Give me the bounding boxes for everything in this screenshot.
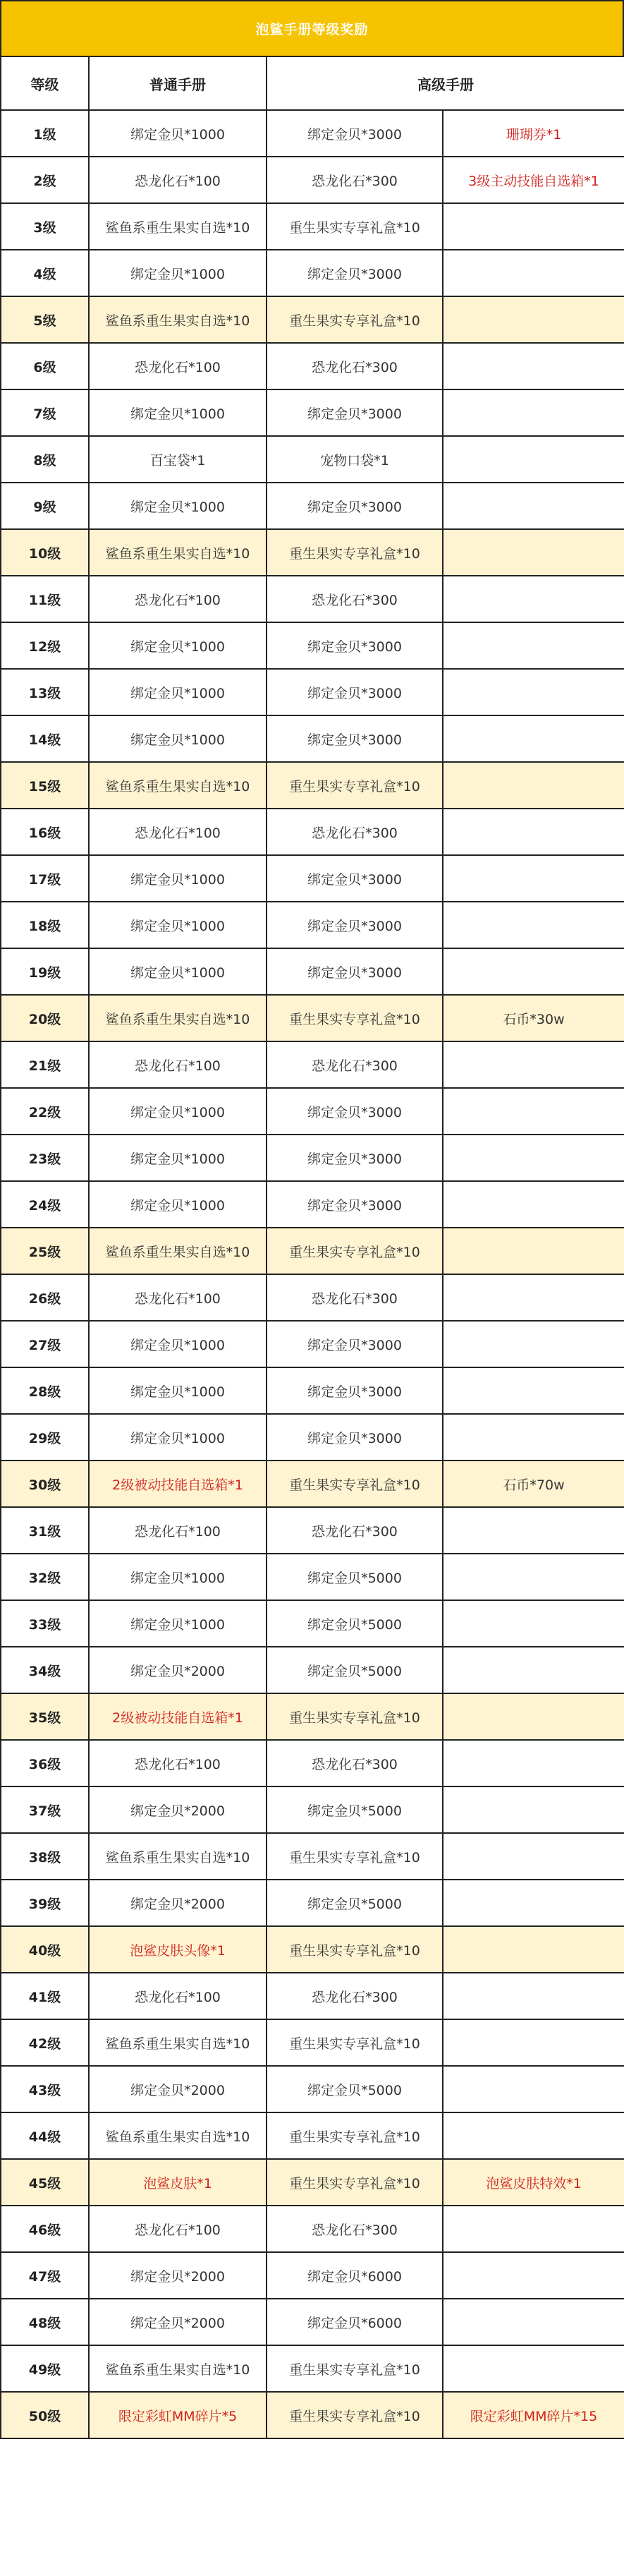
table-row (1, 2159, 624, 2206)
advanced-reward-cell: 恐龙化石*300 (267, 1973, 443, 2019)
advanced-reward-cell: 重生果实专享礼盒*10 (267, 1228, 443, 1274)
advanced-extra-reward-cell (443, 948, 624, 995)
page-title: 泡鲨手册等级奖励 (0, 0, 624, 56)
normal-reward-cell: 百宝袋*1 (89, 436, 267, 483)
advanced-extra-reward-cell (443, 1228, 624, 1274)
advanced-extra-reward-cell (443, 1740, 624, 1786)
table-row (1, 1041, 624, 1088)
advanced-reward-cell: 绑定金贝*3000 (267, 1321, 443, 1367)
table-row (1, 1554, 624, 1600)
table-row (1, 483, 624, 529)
advanced-reward-cell: 绑定金贝*3000 (267, 250, 443, 296)
advanced-reward-cell: 绑定金贝*3000 (267, 669, 443, 715)
table-row (1, 809, 624, 855)
advanced-extra-reward-cell (443, 715, 624, 762)
level-cell: 40级 (1, 1926, 89, 1973)
table-row (1, 2252, 624, 2299)
advanced-extra-reward-cell: 珊瑚券*1 (443, 110, 624, 157)
advanced-extra-reward-cell: 泡鲨皮肤特效*1 (443, 2159, 624, 2206)
advanced-extra-reward-cell (443, 1833, 624, 1880)
level-cell: 39级 (1, 1880, 89, 1926)
normal-reward-cell: 鲨鱼系重生果实自选*10 (89, 203, 267, 250)
advanced-reward-cell: 重生果实专享礼盒*10 (267, 1461, 443, 1507)
level-cell: 2级 (1, 157, 89, 203)
table-row (1, 529, 624, 576)
advanced-extra-reward-cell (443, 902, 624, 948)
level-cell: 38级 (1, 1833, 89, 1880)
table-row (1, 948, 624, 995)
advanced-reward-cell: 绑定金贝*5000 (267, 2066, 443, 2112)
advanced-reward-cell: 重生果实专享礼盒*10 (267, 529, 443, 576)
normal-reward-cell: 泡鲨皮肤*1 (89, 2159, 267, 2206)
advanced-extra-reward-cell (443, 2206, 624, 2252)
advanced-reward-cell: 重生果实专享礼盒*10 (267, 2019, 443, 2066)
advanced-reward-cell: 恐龙化石*300 (267, 2206, 443, 2252)
table-row (1, 2392, 624, 2438)
advanced-reward-cell: 绑定金贝*6000 (267, 2299, 443, 2345)
normal-reward-cell: 恐龙化石*100 (89, 1041, 267, 1088)
header-level: 等级 (1, 56, 89, 110)
advanced-extra-reward-cell (443, 2019, 624, 2066)
advanced-reward-cell: 绑定金贝*3000 (267, 483, 443, 529)
advanced-extra-reward-cell (443, 389, 624, 436)
level-cell: 32级 (1, 1554, 89, 1600)
level-cell: 20级 (1, 995, 89, 1041)
advanced-extra-reward-cell (443, 343, 624, 389)
level-cell: 27级 (1, 1321, 89, 1367)
advanced-reward-cell: 绑定金贝*5000 (267, 1647, 443, 1693)
advanced-reward-cell: 绑定金贝*3000 (267, 389, 443, 436)
normal-reward-cell: 绑定金贝*1000 (89, 1088, 267, 1135)
normal-reward-cell: 绑定金贝*2000 (89, 1647, 267, 1693)
level-cell: 11级 (1, 576, 89, 622)
advanced-reward-cell: 绑定金贝*3000 (267, 1088, 443, 1135)
table-row (1, 2112, 624, 2159)
advanced-extra-reward-cell (443, 1367, 624, 1414)
advanced-reward-cell: 恐龙化石*300 (267, 157, 443, 203)
advanced-reward-cell: 绑定金贝*3000 (267, 110, 443, 157)
normal-reward-cell: 鲨鱼系重生果实自选*10 (89, 2345, 267, 2392)
normal-reward-cell: 鲨鱼系重生果实自选*10 (89, 2019, 267, 2066)
advanced-reward-cell: 绑定金贝*3000 (267, 1367, 443, 1414)
advanced-extra-reward-cell: 石币*30w (443, 995, 624, 1041)
table-row (1, 576, 624, 622)
advanced-reward-cell: 恐龙化石*300 (267, 1740, 443, 1786)
normal-reward-cell: 鲨鱼系重生果实自选*10 (89, 995, 267, 1041)
table-row (1, 995, 624, 1041)
level-cell: 15级 (1, 762, 89, 809)
advanced-reward-cell: 绑定金贝*6000 (267, 2252, 443, 2299)
normal-reward-cell: 恐龙化石*100 (89, 2206, 267, 2252)
normal-reward-cell: 绑定金贝*1000 (89, 483, 267, 529)
table-row (1, 110, 624, 157)
normal-reward-cell: 恐龙化石*100 (89, 1274, 267, 1321)
level-cell: 5级 (1, 296, 89, 343)
advanced-extra-reward-cell (443, 1880, 624, 1926)
advanced-extra-reward-cell (443, 1414, 624, 1461)
table-row (1, 343, 624, 389)
advanced-extra-reward-cell (443, 622, 624, 669)
level-cell: 30级 (1, 1461, 89, 1507)
level-cell: 6级 (1, 343, 89, 389)
normal-reward-cell: 绑定金贝*1000 (89, 1181, 267, 1228)
table-row (1, 1088, 624, 1135)
normal-reward-cell: 绑定金贝*1000 (89, 1414, 267, 1461)
level-cell: 35级 (1, 1693, 89, 1740)
level-cell: 45级 (1, 2159, 89, 2206)
level-cell: 26级 (1, 1274, 89, 1321)
normal-reward-cell: 绑定金贝*1000 (89, 110, 267, 157)
normal-reward-cell: 绑定金贝*1000 (89, 389, 267, 436)
advanced-extra-reward-cell (443, 855, 624, 902)
normal-reward-cell: 绑定金贝*1000 (89, 1135, 267, 1181)
level-cell: 36级 (1, 1740, 89, 1786)
normal-reward-cell: 恐龙化石*100 (89, 1507, 267, 1554)
advanced-extra-reward-cell (443, 1135, 624, 1181)
advanced-extra-reward-cell: 石币*70w (443, 1461, 624, 1507)
advanced-extra-reward-cell (443, 1321, 624, 1367)
advanced-extra-reward-cell (443, 809, 624, 855)
advanced-extra-reward-cell (443, 1554, 624, 1600)
table-row (1, 1973, 624, 2019)
level-cell: 31级 (1, 1507, 89, 1554)
advanced-reward-cell: 重生果实专享礼盒*10 (267, 1693, 443, 1740)
advanced-reward-cell: 恐龙化石*300 (267, 576, 443, 622)
advanced-reward-cell: 恐龙化石*300 (267, 1274, 443, 1321)
table-row (1, 902, 624, 948)
level-cell: 22级 (1, 1088, 89, 1135)
normal-reward-cell: 鲨鱼系重生果实自选*10 (89, 1228, 267, 1274)
advanced-reward-cell: 绑定金贝*3000 (267, 948, 443, 995)
normal-reward-cell: 绑定金贝*2000 (89, 2066, 267, 2112)
table-row (1, 669, 624, 715)
table-row (1, 250, 624, 296)
normal-reward-cell: 绑定金贝*1000 (89, 1600, 267, 1647)
header-normal-manual: 普通手册 (89, 56, 267, 110)
advanced-extra-reward-cell (443, 1181, 624, 1228)
table-row (1, 1135, 624, 1181)
level-cell: 24级 (1, 1181, 89, 1228)
advanced-extra-reward-cell (443, 529, 624, 576)
normal-reward-cell: 恐龙化石*100 (89, 1973, 267, 2019)
normal-reward-cell: 恐龙化石*100 (89, 809, 267, 855)
level-cell: 34级 (1, 1647, 89, 1693)
level-cell: 29级 (1, 1414, 89, 1461)
advanced-extra-reward-cell (443, 1693, 624, 1740)
advanced-reward-cell: 重生果实专享礼盒*10 (267, 203, 443, 250)
level-cell: 4级 (1, 250, 89, 296)
table-row (1, 1274, 624, 1321)
normal-reward-cell: 泡鲨皮肤头像*1 (89, 1926, 267, 1973)
level-cell: 46级 (1, 2206, 89, 2252)
advanced-reward-cell: 绑定金贝*3000 (267, 1414, 443, 1461)
table-row (1, 1880, 624, 1926)
level-cell: 13级 (1, 669, 89, 715)
advanced-reward-cell: 重生果实专享礼盒*10 (267, 2345, 443, 2392)
normal-reward-cell: 鲨鱼系重生果实自选*10 (89, 762, 267, 809)
advanced-reward-cell: 绑定金贝*3000 (267, 855, 443, 902)
table-row (1, 855, 624, 902)
table-row (1, 1693, 624, 1740)
table-row (1, 389, 624, 436)
table-row (1, 1786, 624, 1833)
level-cell: 7级 (1, 389, 89, 436)
table-row (1, 1507, 624, 1554)
advanced-reward-cell: 恐龙化石*300 (267, 1507, 443, 1554)
advanced-reward-cell: 绑定金贝*3000 (267, 1135, 443, 1181)
normal-reward-cell: 绑定金贝*1000 (89, 669, 267, 715)
normal-reward-cell: 鲨鱼系重生果实自选*10 (89, 2112, 267, 2159)
advanced-extra-reward-cell (443, 1600, 624, 1647)
table-row (1, 203, 624, 250)
table-header-row (1, 56, 624, 110)
normal-reward-cell: 绑定金贝*1000 (89, 622, 267, 669)
table-row (1, 2019, 624, 2066)
advanced-reward-cell: 绑定金贝*5000 (267, 1786, 443, 1833)
table-row (1, 1228, 624, 1274)
normal-reward-cell: 绑定金贝*1000 (89, 1367, 267, 1414)
advanced-extra-reward-cell (443, 2112, 624, 2159)
advanced-extra-reward-cell (443, 1041, 624, 1088)
table-row (1, 1647, 624, 1693)
advanced-extra-reward-cell (443, 1647, 624, 1693)
table-row (1, 1600, 624, 1647)
normal-reward-cell: 鲨鱼系重生果实自选*10 (89, 529, 267, 576)
advanced-extra-reward-cell (443, 1926, 624, 1973)
normal-reward-cell: 恐龙化石*100 (89, 157, 267, 203)
advanced-extra-reward-cell (443, 669, 624, 715)
advanced-extra-reward-cell (443, 1507, 624, 1554)
table-row (1, 2299, 624, 2345)
level-cell: 12级 (1, 622, 89, 669)
advanced-reward-cell: 绑定金贝*5000 (267, 1880, 443, 1926)
advanced-reward-cell: 重生果实专享礼盒*10 (267, 296, 443, 343)
normal-reward-cell: 绑定金贝*1000 (89, 715, 267, 762)
advanced-extra-reward-cell (443, 250, 624, 296)
level-cell: 33级 (1, 1600, 89, 1647)
level-cell: 3级 (1, 203, 89, 250)
table-row (1, 2206, 624, 2252)
header-advanced-manual: 高级手册 (267, 56, 624, 110)
normal-reward-cell: 鲨鱼系重生果实自选*10 (89, 1833, 267, 1880)
table-row (1, 157, 624, 203)
advanced-extra-reward-cell (443, 1786, 624, 1833)
level-cell: 9级 (1, 483, 89, 529)
table-row (1, 1833, 624, 1880)
advanced-extra-reward-cell (443, 2345, 624, 2392)
normal-reward-cell: 2级被动技能自选箱*1 (89, 1693, 267, 1740)
advanced-extra-reward-cell (443, 576, 624, 622)
advanced-extra-reward-cell (443, 436, 624, 483)
normal-reward-cell: 绑定金贝*1000 (89, 1321, 267, 1367)
advanced-extra-reward-cell (443, 1973, 624, 2019)
table-row (1, 2066, 624, 2112)
normal-reward-cell: 恐龙化石*100 (89, 343, 267, 389)
table-row (1, 1740, 624, 1786)
advanced-extra-reward-cell: 3级主动技能自选箱*1 (443, 157, 624, 203)
level-cell: 28级 (1, 1367, 89, 1414)
level-cell: 42级 (1, 2019, 89, 2066)
advanced-extra-reward-cell (443, 203, 624, 250)
level-cell: 18级 (1, 902, 89, 948)
table-row (1, 1414, 624, 1461)
table-row (1, 1461, 624, 1507)
advanced-reward-cell: 绑定金贝*3000 (267, 1181, 443, 1228)
advanced-extra-reward-cell (443, 1088, 624, 1135)
table-row (1, 1367, 624, 1414)
advanced-extra-reward-cell (443, 2299, 624, 2345)
level-cell: 47级 (1, 2252, 89, 2299)
normal-reward-cell: 绑定金贝*1000 (89, 855, 267, 902)
table-row (1, 1321, 624, 1367)
advanced-extra-reward-cell (443, 2066, 624, 2112)
normal-reward-cell: 绑定金贝*2000 (89, 2299, 267, 2345)
advanced-reward-cell: 重生果实专享礼盒*10 (267, 2159, 443, 2206)
level-cell: 48级 (1, 2299, 89, 2345)
normal-reward-cell: 绑定金贝*2000 (89, 1880, 267, 1926)
normal-reward-cell: 恐龙化石*100 (89, 576, 267, 622)
level-cell: 17级 (1, 855, 89, 902)
table-row (1, 622, 624, 669)
table-row (1, 715, 624, 762)
advanced-extra-reward-cell: 限定彩虹MM碎片*15 (443, 2392, 624, 2438)
advanced-reward-cell: 绑定金贝*5000 (267, 1554, 443, 1600)
level-cell: 1级 (1, 110, 89, 157)
advanced-reward-cell: 绑定金贝*3000 (267, 902, 443, 948)
normal-reward-cell: 绑定金贝*1000 (89, 902, 267, 948)
normal-reward-cell: 鲨鱼系重生果实自选*10 (89, 296, 267, 343)
advanced-extra-reward-cell (443, 762, 624, 809)
advanced-reward-cell: 恐龙化石*300 (267, 809, 443, 855)
normal-reward-cell: 绑定金贝*1000 (89, 250, 267, 296)
level-cell: 44级 (1, 2112, 89, 2159)
level-reward-table (0, 56, 624, 2439)
advanced-reward-cell: 绑定金贝*5000 (267, 1600, 443, 1647)
advanced-reward-cell: 重生果实专享礼盒*10 (267, 1833, 443, 1880)
level-cell: 19级 (1, 948, 89, 995)
advanced-extra-reward-cell (443, 1274, 624, 1321)
advanced-reward-cell: 重生果实专享礼盒*10 (267, 995, 443, 1041)
normal-reward-cell: 绑定金贝*2000 (89, 2252, 267, 2299)
level-cell: 25级 (1, 1228, 89, 1274)
level-cell: 23级 (1, 1135, 89, 1181)
advanced-reward-cell: 宠物口袋*1 (267, 436, 443, 483)
advanced-reward-cell: 恐龙化石*300 (267, 343, 443, 389)
level-cell: 41级 (1, 1973, 89, 2019)
advanced-extra-reward-cell (443, 296, 624, 343)
advanced-extra-reward-cell (443, 483, 624, 529)
normal-reward-cell: 限定彩虹MM碎片*5 (89, 2392, 267, 2438)
advanced-reward-cell: 恐龙化石*300 (267, 1041, 443, 1088)
level-cell: 21级 (1, 1041, 89, 1088)
level-cell: 50级 (1, 2392, 89, 2438)
level-cell: 49级 (1, 2345, 89, 2392)
normal-reward-cell: 绑定金贝*1000 (89, 1554, 267, 1600)
table-body (1, 110, 624, 2438)
level-cell: 37级 (1, 1786, 89, 1833)
table-row (1, 1181, 624, 1228)
level-cell: 43级 (1, 2066, 89, 2112)
table-row (1, 1926, 624, 1973)
normal-reward-cell: 恐龙化石*100 (89, 1740, 267, 1786)
level-cell: 10级 (1, 529, 89, 576)
normal-reward-cell: 绑定金贝*2000 (89, 1786, 267, 1833)
normal-reward-cell: 绑定金贝*1000 (89, 948, 267, 995)
advanced-reward-cell: 重生果实专享礼盒*10 (267, 2392, 443, 2438)
table-row (1, 436, 624, 483)
table-row (1, 2345, 624, 2392)
advanced-reward-cell: 重生果实专享礼盒*10 (267, 2112, 443, 2159)
advanced-reward-cell: 绑定金贝*3000 (267, 715, 443, 762)
advanced-reward-cell: 绑定金贝*3000 (267, 622, 443, 669)
normal-reward-cell: 2级被动技能自选箱*1 (89, 1461, 267, 1507)
table-row (1, 762, 624, 809)
table-row (1, 296, 624, 343)
advanced-reward-cell: 重生果实专享礼盒*10 (267, 1926, 443, 1973)
advanced-reward-cell: 重生果实专享礼盒*10 (267, 762, 443, 809)
level-cell: 14级 (1, 715, 89, 762)
advanced-extra-reward-cell (443, 2252, 624, 2299)
level-cell: 16级 (1, 809, 89, 855)
level-cell: 8级 (1, 436, 89, 483)
